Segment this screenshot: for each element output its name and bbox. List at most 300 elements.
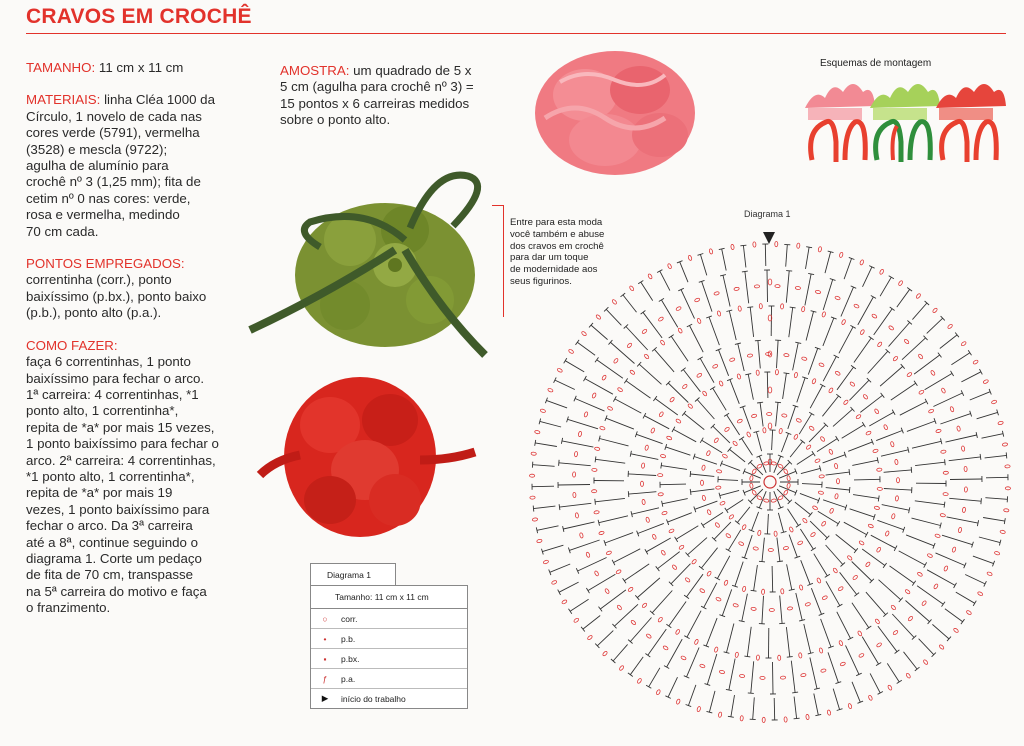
chain-stitch <box>809 426 815 432</box>
chain-stitch <box>779 428 783 434</box>
stitch-post <box>671 564 691 584</box>
chain-stitch <box>771 499 777 503</box>
stitch-post <box>534 506 556 509</box>
stitch-post <box>540 421 561 427</box>
chain-stitch <box>760 676 765 679</box>
stitch-post <box>738 344 744 371</box>
chain-stitch <box>714 291 720 295</box>
stitch-post <box>661 300 677 328</box>
stitch-post <box>535 443 557 447</box>
chain-stitch <box>756 495 762 500</box>
chain-stitch <box>801 673 807 677</box>
chain-stitch <box>584 411 589 417</box>
stitch-top <box>659 298 664 301</box>
chain-stitch <box>594 510 600 514</box>
stitch-post <box>688 538 708 555</box>
chain-stitch <box>675 629 680 635</box>
stitch-top <box>892 410 895 415</box>
stitch-post <box>973 556 994 564</box>
chain-stitch <box>719 381 724 387</box>
stitch-post <box>613 644 628 661</box>
stitch-post <box>537 526 559 531</box>
pontos-line: correntinha (corr.), ponto <box>26 272 172 288</box>
stitch-post <box>814 694 819 716</box>
stitch-post <box>702 440 723 453</box>
double-crochet-symbol-icon: ƒ <box>322 673 328 684</box>
chain-stitch <box>840 662 846 667</box>
stitch-post <box>704 583 717 608</box>
red-scheme-icon <box>936 84 1006 162</box>
chain-stitch <box>939 644 945 650</box>
stitch-top <box>623 578 626 583</box>
stitch-top <box>980 369 983 374</box>
chain-stitch <box>836 479 839 484</box>
stitch-top <box>837 604 842 607</box>
chain-stitch <box>646 633 652 639</box>
chain-stitch <box>874 408 879 414</box>
stitch-post <box>852 603 869 628</box>
chain-stitch <box>783 468 788 474</box>
chain-stitch <box>917 572 923 577</box>
stitch-top <box>595 456 596 462</box>
stitch-post <box>983 518 1005 522</box>
stitch-top <box>675 537 678 542</box>
stitch-post <box>846 645 860 674</box>
chain-stitch <box>873 449 879 453</box>
stitch-top <box>951 371 954 376</box>
chain-stitch <box>763 499 769 503</box>
stitch-post <box>754 565 758 591</box>
chain-stitch <box>751 414 757 418</box>
chain-stitch <box>787 607 793 611</box>
stitch-post <box>644 416 669 429</box>
stitch-post <box>866 592 886 615</box>
stitch-top <box>945 459 946 465</box>
stitch-post <box>874 309 893 335</box>
chain-stitch <box>905 589 911 595</box>
stitch-top <box>775 402 781 403</box>
legend-size: Tamanho: 11 cm x 11 cm <box>311 586 467 609</box>
stitch-post <box>940 335 957 349</box>
chain-stitch <box>936 429 942 433</box>
chain-stitch <box>592 468 597 471</box>
chain-stitch <box>733 603 739 607</box>
chain-stitch <box>943 492 948 495</box>
chain-stitch <box>947 324 953 330</box>
chain-stitch <box>667 263 672 269</box>
chain-stitch <box>893 630 899 636</box>
chain-stitch <box>918 390 924 395</box>
chain-stitch <box>798 653 802 659</box>
chain-stitch <box>729 357 735 361</box>
chain-stitch <box>876 547 881 553</box>
stitch-post <box>982 434 1004 439</box>
stitch-post <box>583 616 600 630</box>
amostra-line: 15 pontos x 6 carreiras medidos <box>280 95 470 111</box>
stitch-post <box>802 484 822 485</box>
stitch-top <box>558 590 561 595</box>
stitch-top <box>1004 518 1005 524</box>
chain-stitch <box>700 480 703 485</box>
stitch-post <box>762 596 764 624</box>
chain-stitch <box>675 418 681 423</box>
stitch-top <box>747 307 753 308</box>
materiais-line: 70 cm cada. <box>26 223 99 239</box>
stitch-post <box>985 455 1007 458</box>
chain-stitch <box>829 508 834 514</box>
chain-stitch <box>857 630 862 636</box>
chain-stitch <box>720 501 726 506</box>
stitch-post <box>914 355 940 374</box>
chain-stitch <box>898 280 903 286</box>
stitch-top <box>820 384 825 387</box>
chain-stitch <box>961 446 965 452</box>
como-fazer-line: diagrama 1. Corte um pedaço <box>26 550 202 566</box>
stitch-post <box>719 350 729 376</box>
stitch-post <box>700 358 714 382</box>
stitch-post <box>758 341 760 369</box>
stitch-post <box>860 395 882 412</box>
stitch-post <box>546 400 567 408</box>
materiais-line: (3528) e mescla (9722); <box>26 141 168 157</box>
stitch-post <box>899 551 926 565</box>
chain-stitch <box>956 426 960 432</box>
chain-stitch <box>747 354 753 358</box>
stitch-post <box>787 564 792 590</box>
stitch-post <box>778 513 783 532</box>
chain-stitch <box>724 580 729 586</box>
stitch-top <box>739 437 744 440</box>
chain-stitch <box>728 514 734 520</box>
stitch-post <box>906 535 934 546</box>
chain-stitch <box>775 285 780 288</box>
stitch-post <box>869 412 893 426</box>
stitch-post <box>841 287 854 316</box>
chain-stitch <box>1005 487 1010 490</box>
como-fazer-line: *1 ponto alto, 1 correntinha*, <box>26 468 195 484</box>
green-scheme-icon <box>870 84 940 162</box>
chain-stitch <box>887 685 892 691</box>
chain-stitch <box>822 311 826 317</box>
stitch-post <box>649 668 660 687</box>
como-fazer-line: até a 8ª, continue seguindo o <box>26 534 199 550</box>
stitch-post <box>842 425 864 439</box>
stitch-post <box>871 535 896 548</box>
chain-symbol-icon: ○ <box>322 613 328 624</box>
stitch-post <box>721 464 740 471</box>
chain-stitch <box>659 411 664 417</box>
chain-stitch <box>637 678 642 684</box>
stitch-post <box>767 270 768 302</box>
stitch-post <box>880 277 891 296</box>
chain-stitch <box>941 450 947 454</box>
stitch-post <box>606 309 621 325</box>
green-carnation-photo <box>250 175 485 355</box>
stitch-top <box>595 357 599 362</box>
stitch-post <box>772 566 773 592</box>
stitch-post <box>927 318 943 333</box>
stitch-top <box>641 311 646 315</box>
stitch-post <box>817 439 837 452</box>
chain-stitch <box>531 452 537 456</box>
chain-stitch <box>1000 530 1006 534</box>
chain-stitch <box>756 370 760 376</box>
legend-label: início do trabalho <box>341 693 406 704</box>
stitch-post <box>559 463 591 466</box>
stitch-top <box>656 566 660 571</box>
chain-stitch <box>697 706 701 712</box>
chain-stitch <box>828 449 833 455</box>
stitch-post <box>660 484 686 485</box>
legend-row <box>311 649 467 669</box>
chain-stitch <box>854 304 860 309</box>
stitch-post <box>915 462 945 465</box>
stitch-post <box>578 558 607 572</box>
stitch-top <box>726 549 731 552</box>
chain-stitch <box>802 518 808 524</box>
stitch-post <box>961 372 981 382</box>
stitch-post <box>776 402 778 426</box>
amostra-line: 5 cm (agulha para crochê nº 3) = <box>280 79 474 95</box>
stitch-top <box>961 619 965 624</box>
stitch-post <box>562 441 593 447</box>
stitch-post <box>796 593 802 620</box>
chain-stitch <box>604 588 609 594</box>
chain-stitch <box>740 716 744 722</box>
stitch-post <box>852 682 860 702</box>
stitch-post <box>927 570 955 586</box>
chain-stitch <box>742 524 747 530</box>
stitch-post <box>826 545 843 565</box>
stitch-post <box>800 529 813 549</box>
stitch-post <box>940 414 970 424</box>
chain-stitch <box>568 349 574 354</box>
stitch-top <box>664 666 669 669</box>
stitch-top <box>536 527 537 533</box>
chain-stitch <box>847 555 853 561</box>
stitch-post <box>691 489 715 492</box>
assembly-schemes-title: Esquemas de montagem <box>820 58 932 69</box>
chain-stitch <box>599 531 605 535</box>
stitch-post <box>555 380 575 389</box>
stitch-post <box>850 509 875 517</box>
como-fazer-line: repita de *a* por mais 15 vezes, <box>26 419 215 435</box>
stitch-top <box>837 521 840 526</box>
chain-stitch <box>816 578 821 584</box>
chain-stitch <box>694 298 700 303</box>
como-fazer-line: 1 ponto baixíssimo para fechar o <box>26 436 219 452</box>
tamanho-label: TAMANHO: <box>26 60 96 75</box>
chain-stitch <box>781 589 785 595</box>
stitch-post <box>737 507 750 523</box>
como-fazer-label: COMO FAZER: <box>26 337 118 353</box>
chain-stitch <box>918 354 924 360</box>
stitch-top <box>698 357 703 360</box>
chain-stitch <box>908 616 914 622</box>
stitch-post <box>703 512 723 525</box>
stitch-post <box>668 513 692 522</box>
stitch-top <box>638 281 643 284</box>
stitch-post <box>837 612 851 639</box>
chain-stitch <box>784 717 787 722</box>
stitch-post <box>709 691 715 712</box>
chain-stitch <box>595 314 601 320</box>
chain-stitch <box>801 357 807 361</box>
stitch-post <box>560 503 592 507</box>
chain-stitch <box>983 379 989 384</box>
stitch-post <box>786 245 788 267</box>
stitch-top <box>980 454 981 460</box>
stitch-post <box>786 627 789 657</box>
stitch-post <box>687 611 701 638</box>
stitch-post <box>986 477 1008 478</box>
chain-stitch <box>841 319 846 325</box>
stitch-post <box>774 698 775 720</box>
stitch-top <box>757 402 763 403</box>
stitch-top <box>569 609 572 614</box>
chain-stitch <box>691 559 697 565</box>
stitch-post <box>912 303 927 320</box>
chain-stitch <box>754 285 759 288</box>
stitch-post <box>840 572 857 594</box>
stitch-post <box>661 466 687 470</box>
chain-stitch <box>885 531 890 537</box>
chain-stitch <box>849 381 855 387</box>
chain-stitch <box>534 430 540 434</box>
stitch-top <box>584 376 587 381</box>
stitch-post <box>727 624 734 653</box>
stitch-post <box>570 599 589 611</box>
stitch-post <box>985 498 1007 500</box>
stitch-post <box>683 370 700 392</box>
chain-stitch <box>752 490 757 496</box>
chain-stitch <box>581 331 587 337</box>
stitch-post <box>868 351 888 373</box>
stitch-top <box>809 412 814 415</box>
chain-stitch <box>883 424 888 430</box>
legend-label: corr. <box>341 613 358 624</box>
chain-stitch <box>751 607 757 611</box>
stitch-post <box>970 392 990 400</box>
chain-stitch <box>762 717 765 722</box>
stitch-post <box>629 492 657 494</box>
stitch-post <box>822 396 838 416</box>
chain-stitch <box>923 659 929 665</box>
chain-stitch <box>641 463 645 469</box>
chain-stitch <box>906 372 912 378</box>
stitch-post <box>591 325 608 340</box>
chain-stitch <box>642 603 648 609</box>
stitch-post <box>718 479 738 480</box>
chain-stitch <box>616 569 622 574</box>
stitch-post <box>836 534 856 550</box>
materiais-line: linha Cléa 1000 da <box>104 92 215 108</box>
chain-stitch <box>592 490 597 493</box>
stitch-top <box>576 340 580 345</box>
stitch-post <box>900 402 927 416</box>
stitch-top <box>653 396 657 401</box>
chain-stitch <box>737 374 741 380</box>
chain-stitch <box>557 368 563 373</box>
stitch-post <box>628 474 656 476</box>
chain-stitch <box>602 651 608 657</box>
pink-carnation-photo <box>535 51 695 175</box>
stitch-top <box>748 693 754 694</box>
stitch-post <box>917 586 943 605</box>
chain-stitch <box>697 318 702 324</box>
chain-stitch <box>904 339 910 345</box>
chain-stitch <box>761 589 764 594</box>
stitch-top <box>796 524 801 527</box>
chain-stitch <box>739 674 745 678</box>
stitch-top <box>535 440 536 446</box>
stitch-top <box>808 273 814 274</box>
stitch-top <box>812 451 815 456</box>
stitch-top <box>869 336 874 339</box>
chain-stitch <box>961 341 967 346</box>
stitch-top <box>533 506 534 512</box>
stitch-top <box>595 499 596 505</box>
stitch-post <box>765 244 766 266</box>
stitch-post <box>833 409 853 426</box>
chain-stitch <box>678 328 683 334</box>
chain-stitch <box>734 287 740 291</box>
chain-stitch <box>828 387 833 393</box>
chain-stitch <box>725 533 731 539</box>
chain-stitch <box>815 458 821 463</box>
stitch-post <box>697 400 714 420</box>
stitch-post <box>713 426 730 443</box>
chain-stitch <box>835 296 841 301</box>
stitch-post <box>668 383 688 403</box>
stitch-top <box>944 502 945 508</box>
stitch-top <box>850 325 855 328</box>
caption-line: para dar um toque <box>510 252 589 264</box>
como-fazer-line: de fita de 70 cm, transpasse <box>26 567 194 583</box>
chain-stitch <box>681 655 687 660</box>
page-title: CRAVOS EM CROCHÊ <box>26 5 252 28</box>
stitch-post <box>809 425 826 442</box>
chain-stitch <box>749 483 753 489</box>
stitch-post <box>669 602 686 627</box>
stitch-post <box>623 295 637 312</box>
chain-stitch <box>958 527 962 533</box>
stitch-top <box>811 548 816 551</box>
chain-stitch <box>820 436 826 442</box>
chain-stitch <box>834 463 838 469</box>
chain-stitch <box>752 468 757 474</box>
chain-stitch <box>578 431 582 437</box>
stitch-post <box>597 631 613 646</box>
chain-stitch <box>784 353 790 357</box>
stitch-post <box>777 538 780 562</box>
stitch-post <box>673 429 696 441</box>
stitch-top <box>662 501 663 507</box>
chain-stitch <box>768 279 772 285</box>
chain-stitch <box>722 454 728 459</box>
chain-stitch <box>757 530 761 536</box>
stitch-post <box>801 468 820 473</box>
stitch-post <box>946 435 977 442</box>
stitch-post <box>671 336 688 361</box>
stitch-top <box>684 636 689 639</box>
stitch-post <box>641 282 653 301</box>
start-marker-icon <box>763 232 775 244</box>
chain-stitch <box>906 673 911 679</box>
photo-caption <box>510 217 628 288</box>
stitch-post <box>565 361 584 372</box>
stitch-post <box>747 627 751 657</box>
